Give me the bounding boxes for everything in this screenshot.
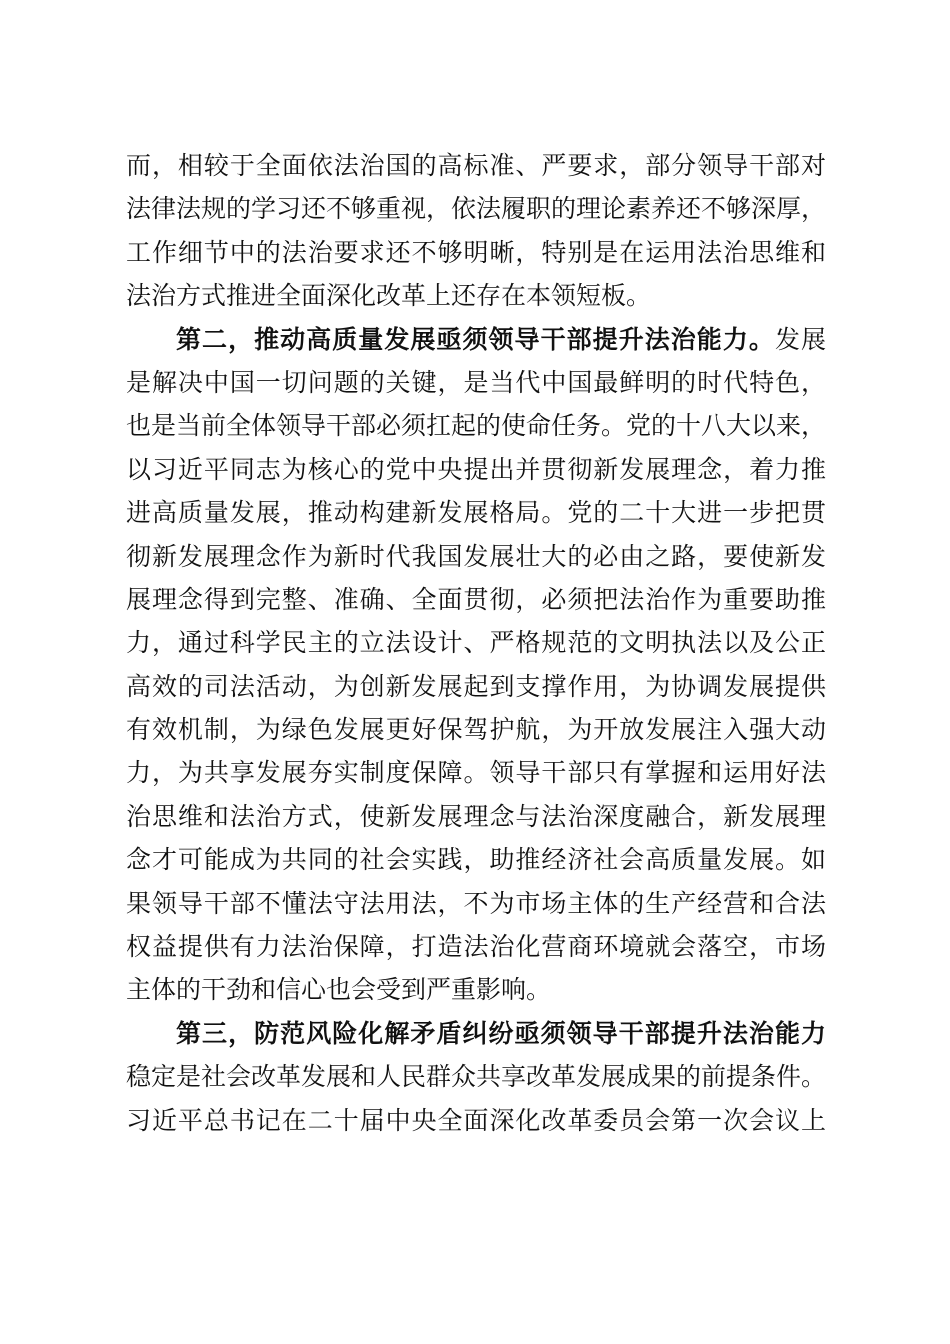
text-line: 有效机制，为绿色发展更好保驾护航，为开放发展注入强大动 [126,715,826,745]
text-line: 是解决中国一切问题的关键，是当代中国最鲜明的时代特色， [126,367,826,397]
text-line: 念才可能成为共同的社会实践，助推经济社会高质量发展。如 [126,845,826,875]
text-line: 稳定是社会改革发展和人民群众共享改革发展成果的前提条件。 [126,1062,827,1092]
paragraph-1 [126,144,826,318]
paragraph-first-line [126,318,826,361]
text-line: 工作细节中的法治要求还不够明晰，特别是在运用法治思维和 [126,237,826,267]
paragraph-2 [126,318,826,1012]
section-heading-3: 第三，防范风险化解矛盾纠纷亟须领导干部提升法治能力 [176,1018,826,1048]
body-text [126,144,826,1142]
text-line: 法治方式推进全面深化改革上还存在本领短板。 [126,281,652,311]
text-line: 高效的司法活动，为创新发展起到支撑作用，为协调发展提供 [126,671,826,701]
text-line: 也是当前全体领导干部必须扛起的使命任务。党的十八大以来， [126,411,827,441]
text-line: 展理念得到完整、准确、全面贯彻，必须把法治作为重要助推 [126,584,826,614]
text-line: 法律法规的学习还不够重视，依法履职的理论素养还不够深厚， [126,194,827,224]
text-line: 而，相较于全面依法治国的高标准、严要求，部分领导干部对 [126,151,826,180]
text-line: 进高质量发展，推动构建新发展格局。党的二十大进一步把贯 [126,498,826,528]
text-line: 以习近平同志为核心的党中央提出并贯彻新发展理念，着力推 [126,454,826,484]
text-line: 果领导干部不懂法守法用法，不为市场主体的生产经营和合法 [126,888,826,918]
text-line: 力，通过科学民主的立法设计、严格规范的文明执法以及公正 [126,628,826,658]
paragraph-3 [126,1012,826,1142]
text-line: 治思维和法治方式，使新发展理念与法治深度融合，新发展理 [126,801,826,831]
text-line: 力，为共享发展夯实制度保障。领导干部只有掌握和运用好法 [126,758,826,788]
section-heading-2: 第二，推动高质量发展亟须领导干部提升法治能力。 [176,324,775,354]
text-line: 权益提供有力法治保障，打造法治化营商环境就会落空，市场 [126,932,826,962]
text-line: 习近平总书记在二十届中央全面深化改革委员会第一次会议上 [126,1105,826,1135]
text-line: 主体的干劲和信心也会受到严重影响。 [126,975,552,1005]
text-run: 发展 [774,324,826,354]
text-line: 彻新发展理念作为新时代我国发展壮大的必由之路，要使新发 [126,541,826,571]
